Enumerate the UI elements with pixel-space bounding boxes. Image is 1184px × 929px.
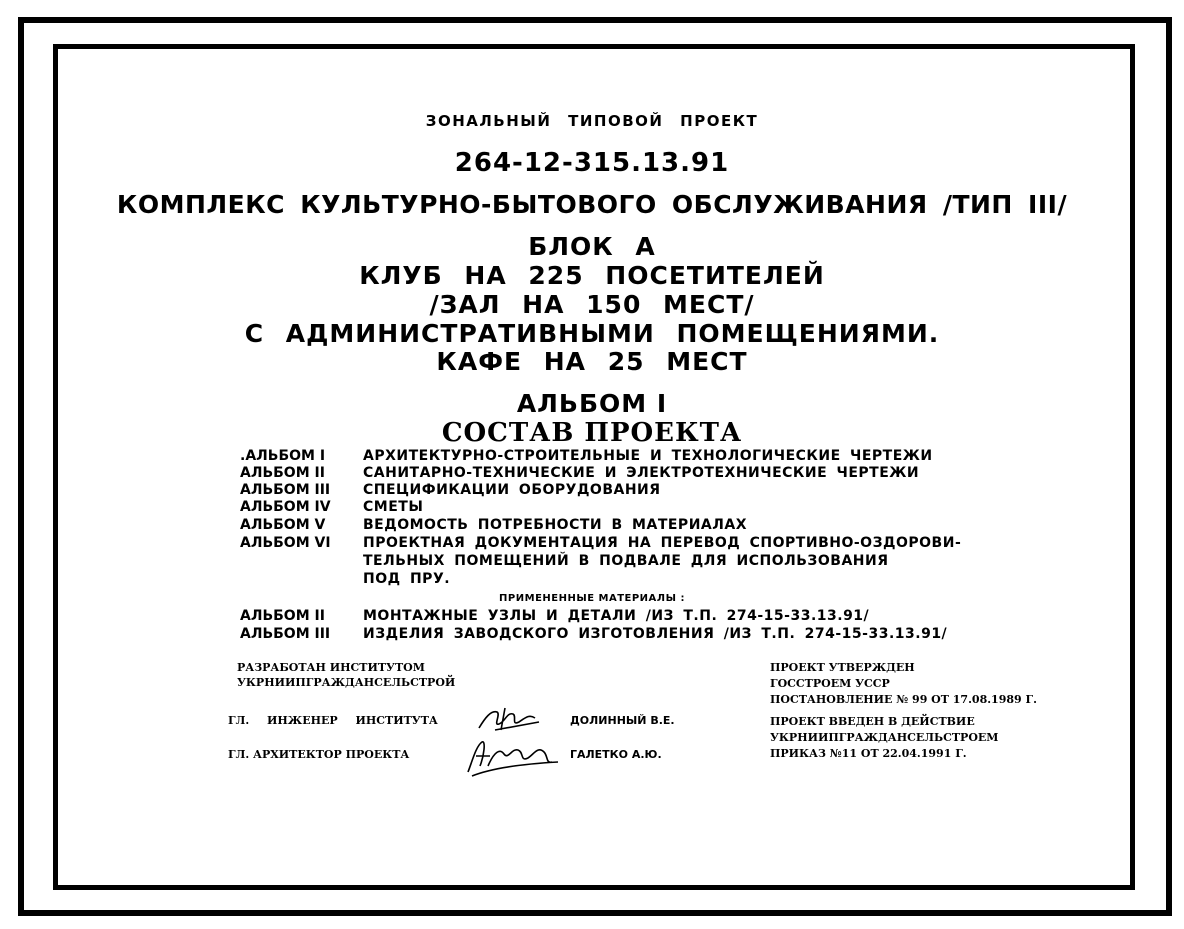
block-line-3: /ЗАЛ НА 150 МЕСТ/	[429, 290, 755, 319]
developed-by: РАЗРАБОТАН ИНСТИТУТОМ	[237, 661, 425, 674]
album-number: АЛЬБОМ V	[240, 517, 326, 533]
signature-architect	[462, 732, 562, 782]
album-description: ИЗДЕЛИЯ ЗАВОДСКОГО ИЗГОТОВЛЕНИЯ /ИЗ Т.П. 274-15-33.13.91/	[363, 626, 948, 642]
zonal-project-label: ЗОНАЛЬНЫЙ ТИПОВОЙ ПРОЕКТ	[425, 112, 759, 130]
project-number: 264-12-315.13.91	[454, 148, 730, 178]
album-number: АЛЬБОМ II	[240, 465, 325, 481]
album-description: ВЕДОМОСТЬ ПОТРЕБНОСТИ В МАТЕРИАЛАХ	[363, 517, 747, 533]
album-description: ТЕЛЬНЫХ ПОМЕЩЕНИЙ В ПОДВАЛЕ ДЛЯ ИСПОЛЬЗОВАНИЯ	[363, 553, 889, 569]
album-title: АЛЬБОМ I	[516, 389, 668, 418]
album-number: АЛЬБОМ III	[240, 626, 331, 642]
album-description: СМЕТЫ	[363, 499, 424, 515]
block-line-2: КЛУБ НА 225 ПОСЕТИТЕЛЕЙ	[359, 261, 825, 290]
album-number: АЛЬБОМ III	[240, 482, 331, 498]
album-description: АРХИТЕКТУРНО-СТРОИТЕЛЬНЫЕ И ТЕХНОЛОГИЧЕСКИЕ ЧЕРТЕЖИ	[363, 448, 933, 464]
chief-architect-name: ГАЛЕТКО А.Ю.	[570, 748, 662, 761]
effective-line-2: УКРНИИПГРАЖДАНСЕЛЬСТРОЕМ	[770, 731, 999, 744]
developer-institute: УКРНИИПГРАЖДАНСЕЛЬСТРОЙ	[237, 676, 456, 689]
album-description: МОНТАЖНЫЕ УЗЛЫ И ДЕТАЛИ /ИЗ Т.П. 274-15-33.13.91/	[363, 608, 870, 624]
composition-title: СОСТАВ ПРОЕКТА	[441, 418, 743, 448]
effective-line-3: ПРИКАЗ №11 ОТ 22.04.1991 Г.	[770, 747, 967, 760]
applied-materials-label: ПРИМЕНЕННЫЕ МАТЕРИАЛЫ :	[499, 593, 685, 604]
chief-architect-role: ГЛ. АРХИТЕКТОР ПРОЕКТА	[228, 748, 410, 761]
album-number: АЛЬБОМ II	[240, 608, 325, 624]
album-description: СПЕЦИФИКАЦИИ ОБОРУДОВАНИЯ	[363, 482, 661, 498]
approved-line-1: ПРОЕКТ УТВЕРЖДЕН	[770, 661, 915, 674]
block-line-4: С АДМИНИСТРАТИВНЫМИ ПОМЕЩЕНИЯМИ.	[244, 319, 940, 348]
effective-line-1: ПРОЕКТ ВВЕДЕН В ДЕЙСТВИЕ	[770, 715, 975, 728]
album-number: .АЛЬБОМ I	[240, 448, 326, 464]
project-title: КОМПЛЕКС КУЛЬТУРНО-БЫТОВОГО ОБСЛУЖИВАНИЯ /ТИП III/	[116, 190, 1068, 219]
block-line-1: БЛОК А	[528, 232, 656, 261]
album-number: АЛЬБОМ VI	[240, 535, 331, 551]
album-description: ПОД ПРУ.	[363, 571, 451, 587]
chief-engineer-name: ДОЛИННЫЙ В.Е.	[570, 714, 675, 727]
approved-line-3: ПОСТАНОВЛЕНИЕ № 99 ОТ 17.08.1989 Г.	[770, 693, 1037, 706]
album-description: ПРОЕКТНАЯ ДОКУМЕНТАЦИЯ НА ПЕРЕВОД СПОРТИВНО-ОЗДОРОВИ-	[363, 535, 962, 551]
album-number: АЛЬБОМ IV	[240, 499, 331, 515]
album-description: САНИТАРНО-ТЕХНИЧЕСКИЕ И ЭЛЕКТРОТЕХНИЧЕСКИЕ ЧЕРТЕЖИ	[363, 465, 920, 481]
approved-line-2: ГОССТРОЕМ УССР	[770, 677, 890, 690]
block-line-5: КАФЕ НА 25 МЕСТ	[436, 347, 748, 376]
chief-engineer-role: ГЛ. ИНЖЕНЕР ИНСТИТУТА	[228, 714, 438, 727]
